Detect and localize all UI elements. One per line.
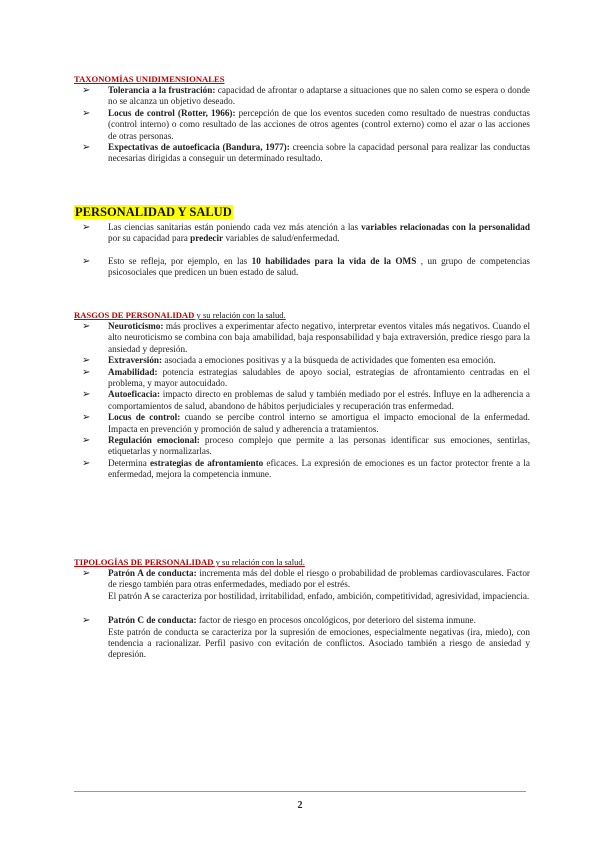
item-text: asociada a emociones positivas y a la búsqueda de actividades que fomenten esa emoción. [162, 355, 496, 366]
item-text: más proclives a experimentar afecto negativo, interpretar eventos vitales más negativos. Cuando el alto neuroticismo se combina con baja amabilidad, baja responsabilidad y baja extraversión, predice riesgo para la ansiedad y depresión. [108, 321, 530, 354]
list-item [74, 389, 530, 412]
heading-taxonomias: TAXONOMÍAS UNIDIMENSIONALES [74, 74, 225, 84]
arrow-bullet-icon: ➢ [82, 255, 91, 267]
arrow-bullet-icon: ➢ [82, 389, 91, 401]
arrow-bullet-icon: ➢ [82, 107, 91, 119]
list-item [74, 85, 530, 108]
list-item [74, 412, 530, 435]
arrow-bullet-icon: ➢ [82, 85, 91, 96]
list-item [74, 222, 530, 245]
item-term: Neuroticismo: [108, 321, 164, 331]
item-text: creencia sobre la capacidad personal para realizar las conductas necesarias dirigidas a conseguir un determinado resultado. [108, 142, 531, 164]
list-item [74, 568, 530, 602]
arrow-bullet-icon: ➢ [82, 355, 91, 367]
section-personalidad-salud [74, 203, 530, 279]
spacer [74, 602, 530, 615]
list-item [74, 355, 530, 366]
item-text: Determina [108, 457, 150, 468]
item-text: potencia estrategias saludables de apoyo social, estrategias de afrontamiento centradas en el problema, y mayor autocuidado. [108, 366, 530, 389]
item-term: predecir [190, 233, 224, 244]
arrow-bullet-icon: ➢ [82, 457, 91, 469]
heading-rasgos [74, 310, 530, 321]
heading-tipologias-suffix: y su relación con la salud. [213, 557, 305, 567]
item-term: Extraversión: [108, 355, 163, 366]
page-number: 2 [297, 800, 303, 811]
item-text: eficaces. La expresión de emociones es un factor protector frente a la enfermedad, mejora la competencia inmune. [108, 457, 530, 480]
arrow-bullet-icon: ➢ [82, 321, 91, 332]
arrow-bullet-icon: ➢ [82, 435, 91, 447]
item-text: incrementa más del doble el riesgo o probabilidad de problemas cardiovasculares. Factor de riesgo también para otras enfermedades, mediado por el estrés. [108, 568, 530, 590]
arrow-bullet-icon: ➢ [82, 615, 91, 627]
item-text: Las ciencias sanitarias están poniendo cada vez más atención a las [108, 222, 362, 232]
item-text: percepción de que los eventos suceden como resultado de nuestras conductas (control interno) o como resultado de las acciones de otros agentes (control externo) como el azar o las acciones de otras personas. [108, 107, 530, 141]
footer-divider [74, 791, 526, 792]
item-term: variables relacionadas con la personalidad [361, 222, 530, 232]
list-item [74, 615, 530, 661]
list-item [74, 321, 530, 355]
item-term: Patrón C de conducta: [108, 615, 197, 626]
list-item [74, 458, 530, 481]
item-text: proceso complejo que permite a las personas identificar sus emociones, sentirlas, etiquetarlas y normalizarlas. [108, 435, 530, 457]
heading-tipologias-title: TIPOLOGÍAS DE PERSONALIDAD [74, 557, 214, 567]
item-text: factor de riesgo en procesos oncológicos, por deterioro del sistema inmune. [196, 615, 476, 626]
item-text: capacidad de afrontar o adaptarse a situaciones que no salen como se espera o donde no se alcanza un objetivo deseado. [108, 85, 530, 107]
spacer [74, 245, 530, 256]
item-term: 10 habilidades para la vida de la OMS [251, 255, 417, 266]
item-term: Amabilidad: [108, 366, 158, 377]
item-term: Regulación emocional: [108, 435, 200, 446]
item-text: variables de salud/enfermedad. [223, 233, 340, 244]
item-term: Autoeficacia: [108, 389, 161, 400]
item-paragraph: Este patrón de conducta se caracteriza por la supresión de emociones, especialmente negativas (ira, miedo), con tendencia a racionalizar. Perfil pasivo con evitación de conflictos. Asociado también a riesgo de ansiedad y depresión. [108, 626, 530, 660]
heading-rasgos-title: RASGOS DE PERSONALIDAD [74, 310, 195, 320]
tipologias-list [74, 568, 530, 661]
item-term: Locus de control (Rotter, 1966): [108, 107, 236, 118]
arrow-bullet-icon: ➢ [82, 142, 91, 154]
item-term: Expectativas de autoeficacia (Bandura, 1977): [108, 142, 290, 153]
list-item [74, 108, 530, 142]
arrow-bullet-icon: ➢ [82, 366, 91, 378]
item-text: cuando se percibe control interno se amortigua el impacto emocional de la enfermedad. Impacta en prevención y promoción de salud y adherencia a tratamientos. [108, 412, 530, 434]
item-text: impacto directo en problemas de salud y también mediado por el estrés. Influye en la adherencia a comportamientos de salud, abandono de hábitos perjudiciales y recuperación tras enfermedad. [108, 389, 530, 411]
arrow-bullet-icon: ➢ [82, 568, 91, 579]
list-item [74, 367, 530, 390]
item-term: estrategias de afrontamiento [149, 457, 264, 468]
arrow-bullet-icon: ➢ [82, 412, 91, 424]
item-term: Locus de control: [108, 412, 181, 423]
arrow-bullet-icon: ➢ [82, 222, 91, 233]
list-item [74, 256, 530, 279]
item-term: Patrón A de conducta: [108, 568, 197, 578]
heading-rasgos-suffix: y su relación con la salud. [194, 310, 286, 320]
item-text: , un grupo de competencias psicosociales que predicen un buen estado de salud. [108, 255, 531, 278]
rasgos-list [74, 321, 530, 481]
section-tipologias [74, 557, 530, 661]
taxonomias-list [74, 85, 530, 165]
item-paragraph: El patrón A se caracteriza por hostilidad, irritabilidad, enfado, ambición, competitividad, agresividad, impaciencia. [108, 590, 530, 601]
heading-tipologias [74, 557, 530, 568]
list-item [74, 142, 530, 165]
item-text: Esto se refleja, por ejemplo, en las [108, 255, 252, 266]
item-text: por su capacidad para [108, 233, 191, 244]
section-taxonomias [74, 74, 530, 165]
list-item [74, 435, 530, 458]
personalidad-salud-list [74, 222, 530, 279]
section-rasgos [74, 310, 530, 481]
heading-personalidad-salud: PERSONALIDAD Y SALUD [75, 205, 232, 219]
item-term: Tolerancia a la frustración: [108, 85, 216, 95]
